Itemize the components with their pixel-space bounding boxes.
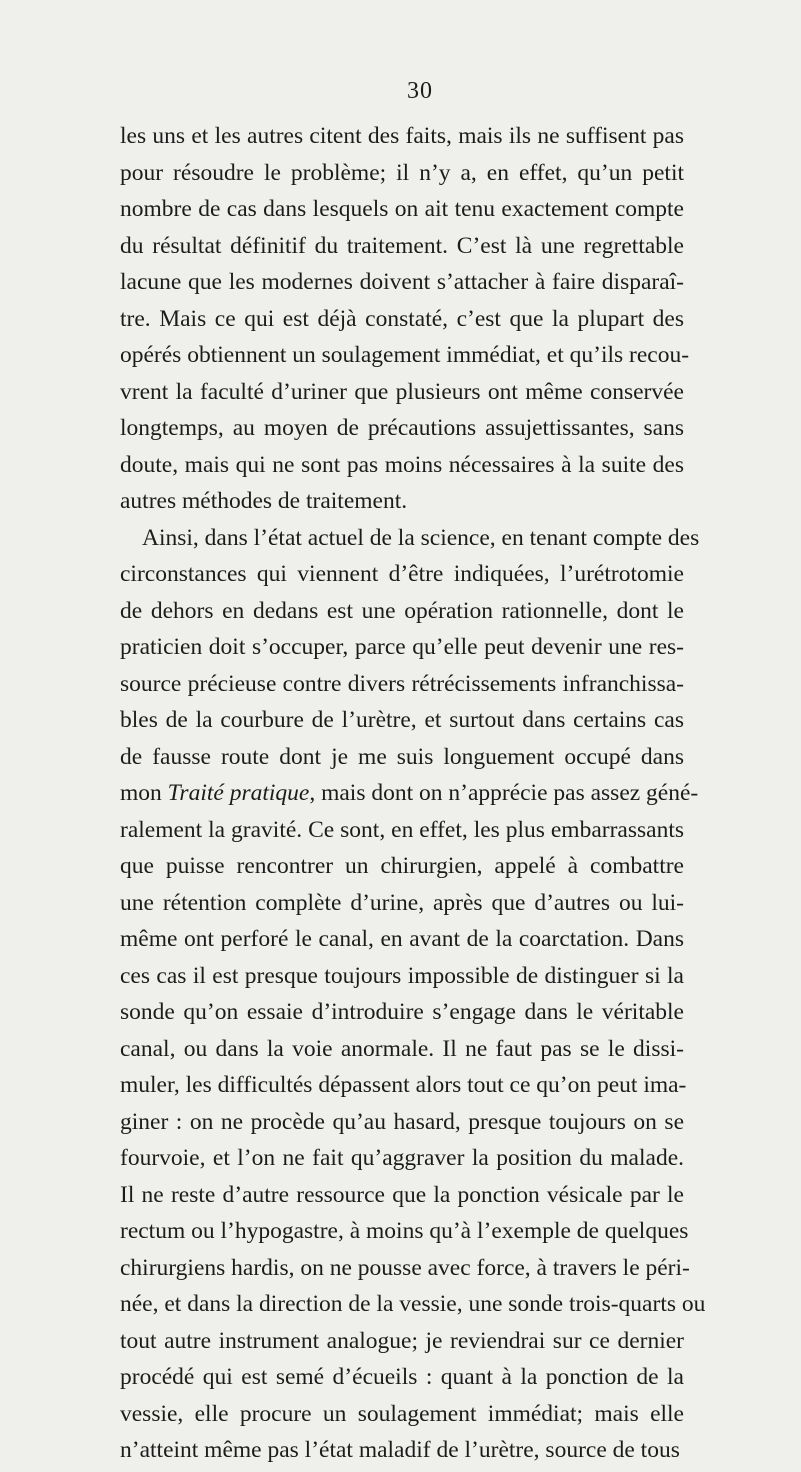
text-line: source précieuse contre divers rétrécissements infranchissa-	[120, 670, 684, 697]
line-text-after: , mais dont on n’apprécie pas assez géné-	[309, 780, 699, 806]
text-line: de fausse route dont je me suis longuement occupé dans	[120, 743, 684, 770]
text-line: n’atteint même pas l’état maladif de l’urètre, source de tous	[120, 1437, 680, 1463]
text-line: tre. Mais ce qui est déjà constaté, c’est que la plupart des	[120, 305, 684, 332]
text-line-with-title	[120, 775, 699, 812]
text-line: praticien doit s’occuper, parce qu’elle peut devenir une res-	[120, 634, 684, 660]
text-line: chirurgiens hardis, on ne pousse avec force, à travers le péri-	[120, 1254, 690, 1281]
text-line: vrent la faculté d’uriner que plusieurs ont même conservée	[120, 378, 684, 405]
book-title-italic: Traité pratique	[167, 780, 310, 806]
text-line: née, et dans la direction de la vessie, une sonde trois-quarts ou	[120, 1291, 706, 1317]
text-line: bles de la courbure de l’urètre, et surtout dans certains cas	[120, 707, 684, 733]
text-line: pour résoudre le problème; il n’y a, en effet, qu’un petit	[120, 159, 684, 186]
body-text	[120, 118, 706, 1469]
text-line: les uns et les autres citent des faits, mais ils ne suffisent pas	[120, 123, 684, 149]
text-line: rectum ou l’hypogastre, à moins qu’à l’exemple de quelques	[120, 1218, 689, 1244]
text-line: longtemps, au moyen de précautions assujettissantes, sans	[120, 415, 684, 441]
paragraph-start-line: Ainsi, dans l’état actuel de la science, en tenant compte des	[142, 524, 700, 551]
text-line: procédé qui est semé d’écueils : quant à la ponction de la	[120, 1364, 684, 1390]
text-line: tout autre instrument analogue; je reviendrai sur ce dernier	[120, 1327, 684, 1354]
line-text-before: mon	[120, 780, 168, 806]
text-line: fourvoie, et l’on ne fait qu’aggraver la position du malade.	[120, 1145, 684, 1171]
text-line: que puisse rencontrer un chirurgien, appelé à combattre	[120, 853, 684, 879]
text-line: giner : on ne procède qu’au hasard, presque toujours on se	[120, 1108, 684, 1135]
text-line: ces cas il est presque toujours impossible de distinguer si la	[120, 962, 684, 989]
text-line: du résultat définitif du traitement. C’est là une regrettable	[120, 232, 684, 259]
text-line: lacune que les modernes doivent s’attacher à faire disparaî-	[120, 269, 684, 295]
text-line: sonde qu’on essaie d’introduire s’engage dans le véritable	[120, 999, 684, 1025]
text-line: muler, les difficultés dépassent alors tout ce qu’on peut ima-	[120, 1072, 687, 1098]
text-line: autres méthodes de traitement.	[120, 488, 408, 514]
text-line: même ont perforé le canal, en avant de la coarctation. Dans	[120, 926, 684, 952]
text-line: Il ne reste d’autre ressource que la ponction vésicale par le	[120, 1181, 684, 1208]
text-line: opérés obtiennent un soulagement immédiat, et qu’ils recou-	[120, 342, 690, 368]
text-line: nombre de cas dans lesquels on ait tenu exactement compte	[120, 196, 684, 222]
text-line: ralement la gravité. Ce sont, en effet, les plus embarrassants	[120, 816, 684, 843]
text-line: une rétention complète d’urine, après que d’autres ou lui-	[120, 889, 684, 916]
page-number: 30	[407, 78, 433, 104]
text-line: circonstances qui viennent d’être indiquées, l’urétrotomie	[120, 561, 684, 587]
text-line: canal, ou dans la voie anormale. Il ne faut pas se le dissi-	[120, 1035, 684, 1062]
text-line: doute, mais qui ne sont pas moins nécessaires à la suite des	[120, 451, 684, 478]
text-line: vessie, elle procure un soulagement immédiat; mais elle	[120, 1400, 684, 1427]
text-line: de dehors en dedans est une opération rationnelle, dont le	[120, 597, 684, 624]
